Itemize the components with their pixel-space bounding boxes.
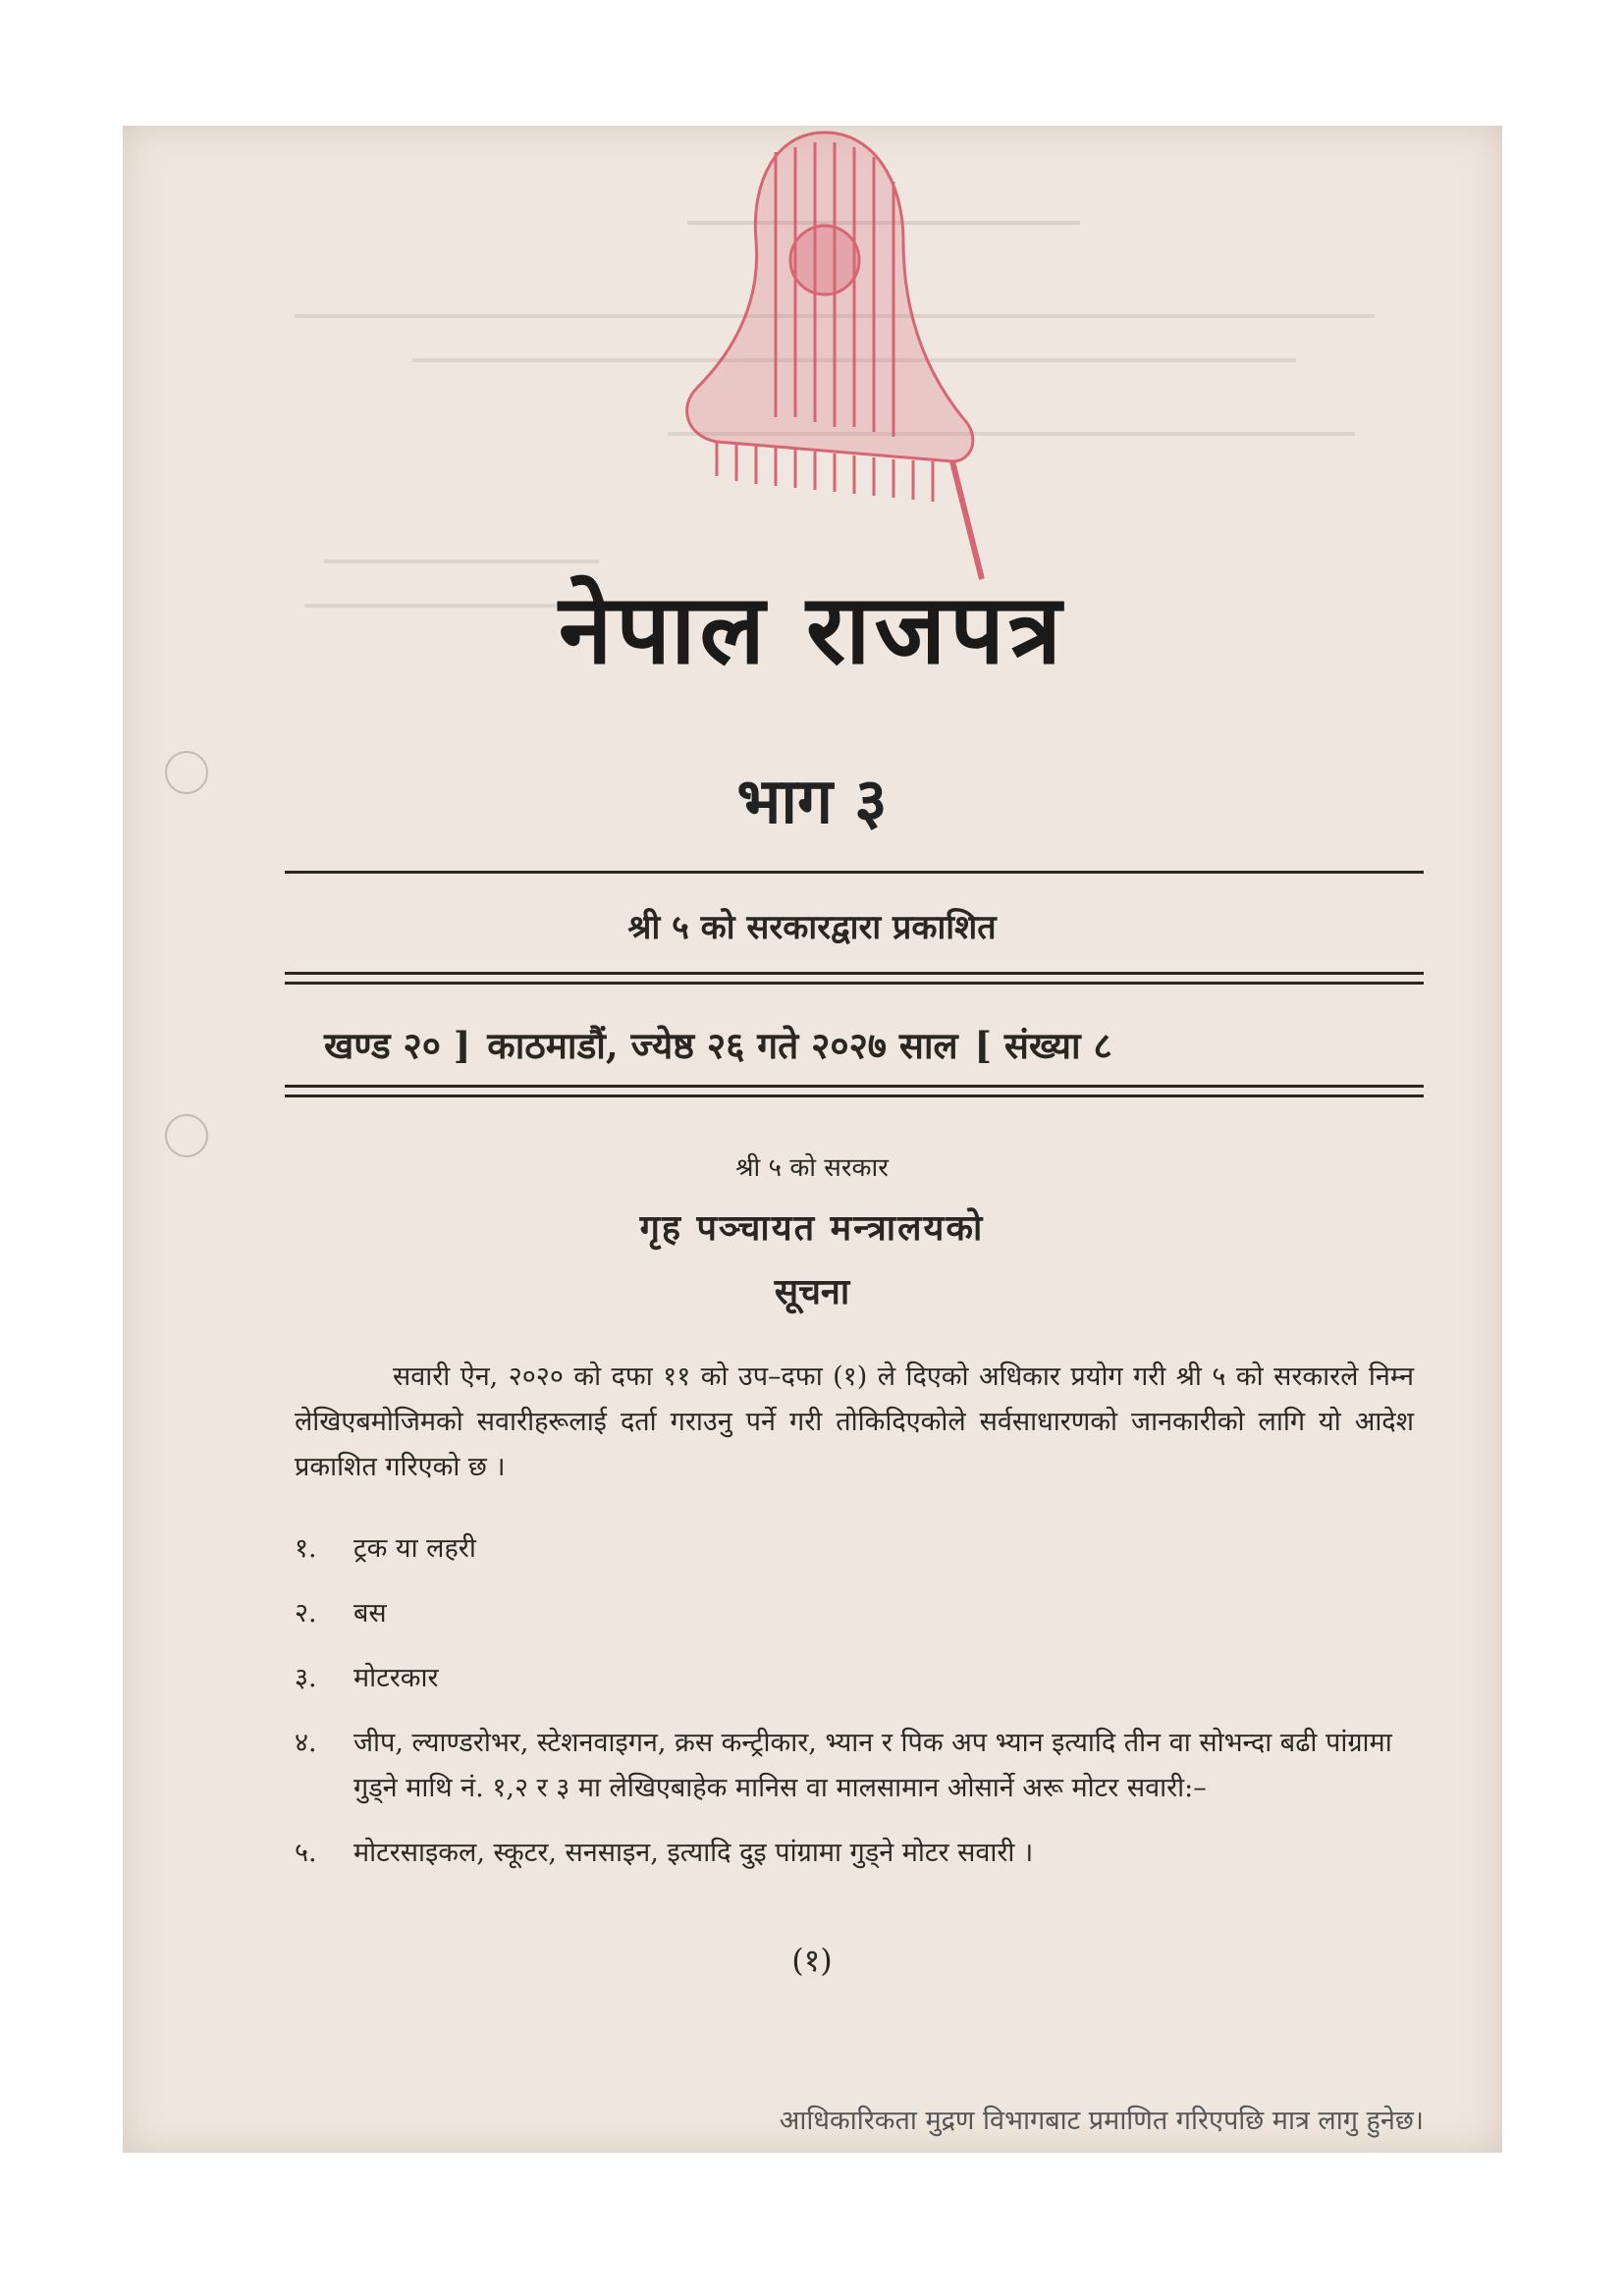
government-heading: श्री ५ को सरकार xyxy=(735,1153,889,1183)
divider xyxy=(285,1085,1424,1088)
divider xyxy=(285,972,1424,975)
notice-body: सवारी ऐन, २०२० को दफा ११ को उप–दफा (१) ले दिएको अधिकार प्रयोग गरी श्री ५ को सरकारले निम्न लेखिएबमोजिमको सवारीहरूलाई दर्ता गराउनु पर्ने गरी तोकिदिएकोले सर्वसाधारणको जानकारीको लागि यो आदेश प्रकाशित गरिएको छ । xyxy=(295,1362,1414,1482)
issue-date: काठमाडौं, ज्येष्ठ २६ गते २०२७ साल xyxy=(487,1024,958,1067)
gazette-title: नेपाल राजपत्र xyxy=(559,574,1065,686)
page-number: (१) xyxy=(791,1942,833,1979)
vehicle-list xyxy=(295,1526,1414,1896)
issue-number: [ संख्या ८ xyxy=(974,1024,1112,1067)
list-item: ३. मोटरकार xyxy=(295,1663,439,1693)
publisher-line: श्री ५ को सरकारद्वारा प्रकाशित xyxy=(627,908,997,947)
volume-number: खण्ड २० ] xyxy=(324,1024,471,1067)
list-item: १. ट्रक या लहरी xyxy=(295,1533,476,1564)
divider xyxy=(285,982,1424,985)
gazette-part: भाग ३ xyxy=(736,766,888,838)
divider xyxy=(285,871,1424,874)
list-item: ५. मोटरसाइकल, स्कूटर, सनसाइन, इत्यादि दुइ पांग्रामा गुड्ने मोटर सवारी । xyxy=(295,1838,1034,1868)
authenticity-note: आधिकारिकता मुद्रण विभागबाट प्रमाणित गरिएपछि मात्र लागु हुनेछ। xyxy=(779,2106,1424,2136)
list-item: ४. जीप, ल्याण्डरोभर, स्टेशनवाइगन, क्रस कन्ट्रीकार, भ्यान र पिक अप भ्यान इत्यादि तीन वा सोभन्दा बढी पांग्रामा गुड्ने माथि नं. १,२ र ३ मा लेखिएबाहेक मानिस वा मालसामान ओसार्ने अरू मोटर सवारी:– xyxy=(295,1728,1392,1803)
royal-crown-emblem-stamp xyxy=(658,123,992,584)
masthead xyxy=(324,1019,1414,1069)
divider xyxy=(285,1095,1424,1097)
list-item: २. बस xyxy=(295,1598,387,1629)
ministry-heading: गृह पञ्चायत मन्त्रालयको xyxy=(639,1207,985,1249)
notice-heading: सूचना xyxy=(774,1271,850,1312)
